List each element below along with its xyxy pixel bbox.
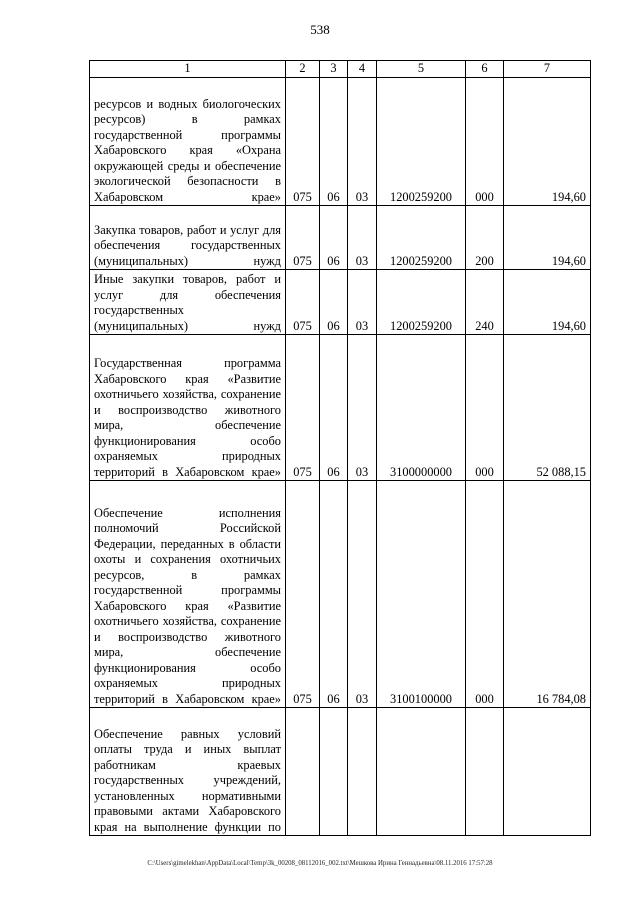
row-amount: 52 088,15 bbox=[504, 335, 591, 481]
row-description: Обеспечение равных условий оплаты труда и иных выплат работникам краевых государственных учреждений, установленных нормативными правовыми актами Хабаровского края на выполнение функции по bbox=[90, 708, 286, 836]
row-section: 06 bbox=[320, 206, 348, 270]
row-description: Закупка товаров, работ и услуг для обеспечения государственных (муниципальных) нужд bbox=[90, 206, 286, 270]
row-description: Государственная программа Хабаровского края «Развитие охотничьего хозяйства, сохранение и воспроизводство животного мира, обеспечение функционирования особо охраняемых природных территорий в Хабаровском крае» bbox=[90, 335, 286, 481]
row-subsection: 03 bbox=[348, 270, 377, 335]
header-col-6: 6 bbox=[466, 61, 504, 78]
row-admin-code bbox=[286, 708, 320, 836]
row-subsection: 03 bbox=[348, 78, 377, 206]
row-subsection: 03 bbox=[348, 335, 377, 481]
row-target-code bbox=[377, 708, 466, 836]
row-expense-type: 200 bbox=[466, 206, 504, 270]
row-expense-type: 000 bbox=[466, 335, 504, 481]
row-target-code: 3100100000 bbox=[377, 481, 466, 708]
row-admin-code: 075 bbox=[286, 481, 320, 708]
row-expense-type: 240 bbox=[466, 270, 504, 335]
header-col-1: 1 bbox=[90, 61, 286, 78]
row-amount: 194,60 bbox=[504, 206, 591, 270]
row-subsection: 03 bbox=[348, 481, 377, 708]
row-amount: 194,60 bbox=[504, 78, 591, 206]
file-path-footer: C:\Users\gimelekhan\AppData\Local\Temp\3k_00208_08112016_002.txt\Мешкова Ирина Геннадьевна\08.11.2016 17:57:28 bbox=[147, 860, 493, 867]
row-admin-code: 075 bbox=[286, 206, 320, 270]
row-description: ресурсов и водных биологоческих ресурсов) в рамках государственной программы Хабаровского края «Охрана окружающей среды и обеспечение экологической безопасности в Хабаровском крае» bbox=[90, 78, 286, 206]
table-row bbox=[90, 335, 591, 481]
row-subsection bbox=[348, 708, 377, 836]
row-amount bbox=[504, 708, 591, 836]
row-target-code: 1200259200 bbox=[377, 206, 466, 270]
row-amount: 194,60 bbox=[504, 270, 591, 335]
row-expense-type: 000 bbox=[466, 481, 504, 708]
row-subsection: 03 bbox=[348, 206, 377, 270]
table-row bbox=[90, 206, 591, 270]
row-amount: 16 784,08 bbox=[504, 481, 591, 708]
row-section: 06 bbox=[320, 270, 348, 335]
row-admin-code: 075 bbox=[286, 335, 320, 481]
table-header-row bbox=[90, 61, 591, 78]
table-row bbox=[90, 78, 591, 206]
row-target-code: 1200259200 bbox=[377, 78, 466, 206]
row-admin-code: 075 bbox=[286, 270, 320, 335]
budget-table bbox=[89, 60, 591, 836]
row-section bbox=[320, 708, 348, 836]
row-section: 06 bbox=[320, 335, 348, 481]
row-target-code: 3100000000 bbox=[377, 335, 466, 481]
row-section: 06 bbox=[320, 481, 348, 708]
row-expense-type bbox=[466, 708, 504, 836]
header-col-7: 7 bbox=[504, 61, 591, 78]
header-col-2: 2 bbox=[286, 61, 320, 78]
row-section: 06 bbox=[320, 78, 348, 206]
table-row bbox=[90, 708, 591, 836]
row-description: Иные закупки товаров, работ и услуг для обеспечения государственных (муниципальных) нужд bbox=[90, 270, 286, 335]
table-row bbox=[90, 270, 591, 335]
header-col-3: 3 bbox=[320, 61, 348, 78]
header-col-4: 4 bbox=[348, 61, 377, 78]
row-expense-type: 000 bbox=[466, 78, 504, 206]
row-admin-code: 075 bbox=[286, 78, 320, 206]
page-number: 538 bbox=[310, 22, 330, 37]
header-col-5: 5 bbox=[377, 61, 466, 78]
row-target-code: 1200259200 bbox=[377, 270, 466, 335]
table-row bbox=[90, 481, 591, 708]
row-description: Обеспечение исполнения полномочий Российской Федерации, переданных в области охоты и сохранения охотничьих ресурсов, в рамках государственной программы Хабаровского края «Развитие охотничьего хозяйства, сохранение и воспроизводство животного мира, обеспечение функционирования особо охраняемых природных территорий в Хабаровском крае» bbox=[90, 481, 286, 708]
